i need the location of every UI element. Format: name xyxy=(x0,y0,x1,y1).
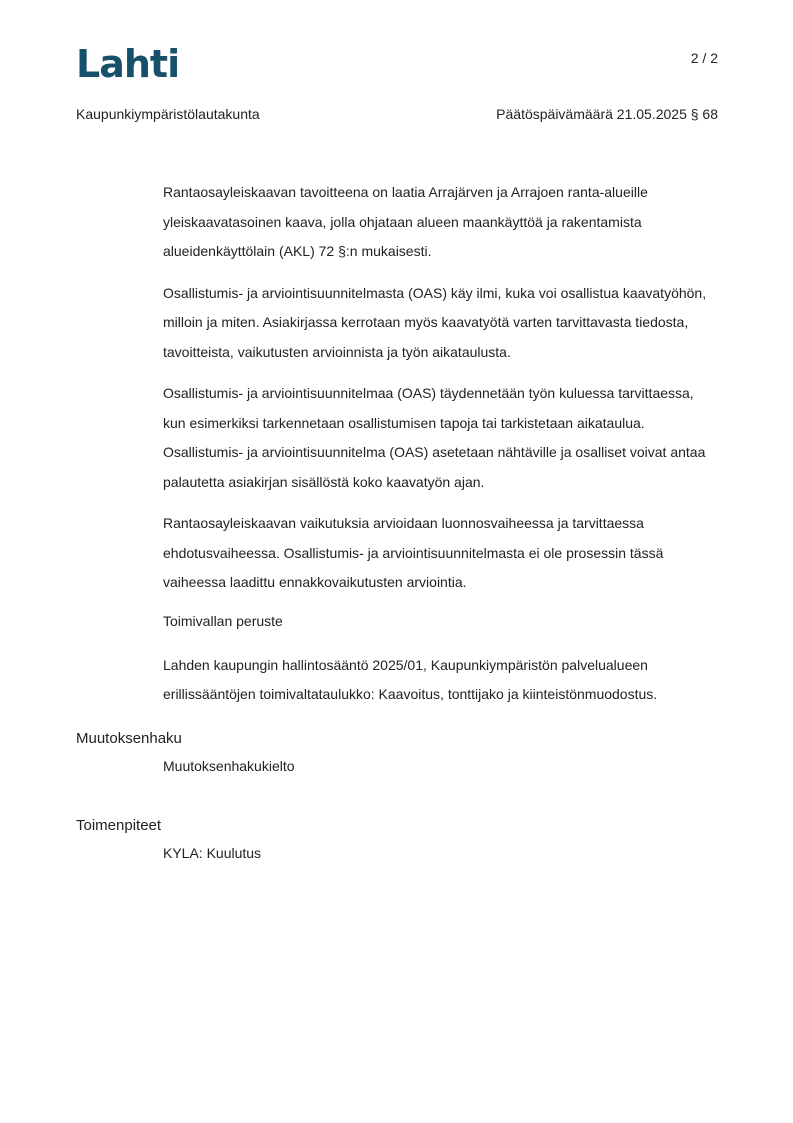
appeal-heading: Muutoksenhaku xyxy=(76,730,182,747)
decision-date: Päätöspäivämäärä 21.05.2025 § 68 xyxy=(496,106,718,122)
organization-name: Kaupunkiympäristölautakunta xyxy=(76,106,260,122)
document-body xyxy=(163,178,718,722)
body-paragraph: Osallistumis- ja arviointisuunnitelmaa (OAS) täydennetään työn kuluessa tarvittaessa, kun esimerkiksi tarkennetaan osallistumisen tapoja tai tarkistetaan aikataulua. Osallistumis- ja arviointisuunnitelma (OAS) asetetaan nähtäville ja osalliset voivat antaa palautetta asiakirjan sisällöstä koko kaavatyön ajan. xyxy=(163,385,706,490)
actions-text: KYLA: Kuulutus xyxy=(163,845,262,861)
authority-heading: Toimivallan peruste xyxy=(163,612,283,629)
body-paragraph: Osallistumis- ja arviointisuunnitelmasta (OAS) käy ilmi, kuka voi osallistua kaavatyöhön, milloin ja miten. Asiakirjassa kerrotaan myös kaavatyötä varten tarvittavasta tiedosta, tavoitteista, vaikutusten arvioinnista ja työn aikataulusta. xyxy=(163,284,707,360)
page-number: 2 / 2 xyxy=(690,50,718,66)
lahti-logo: Lahti xyxy=(76,42,180,86)
appeal-text: Muutoksenhakukielto xyxy=(163,758,295,774)
body-paragraph: Rantaosayleiskaavan tavoitteena on laatia Arrajärven ja Arrajoen ranta-alueille yleiskaavatasoinen kaava, jolla ohjataan alueen maankäyttöä ja rakentamista alueidenkäyttölain (AKL) 72 §:n mukaisesti. xyxy=(163,184,648,259)
authority-text: Lahden kaupungin hallintosääntö 2025/01, Kaupunkiympäristön palvelualueen erillissääntöjen toimivaltataulukko: Kaavoitus, tonttijako ja kiinteistönmuodostus. xyxy=(163,656,658,702)
actions-heading: Toimenpiteet xyxy=(76,817,162,834)
body-paragraph: Rantaosayleiskaavan vaikutuksia arvioidaan luonnosvaiheessa ja tarvittaessa ehdotusvaiheessa. Osallistumis- ja arviointisuunnitelmasta ei ole prosessin tässä vaiheessa laadittu ennakkovaikutusten arviointia. xyxy=(163,515,664,590)
document-header xyxy=(76,106,718,122)
